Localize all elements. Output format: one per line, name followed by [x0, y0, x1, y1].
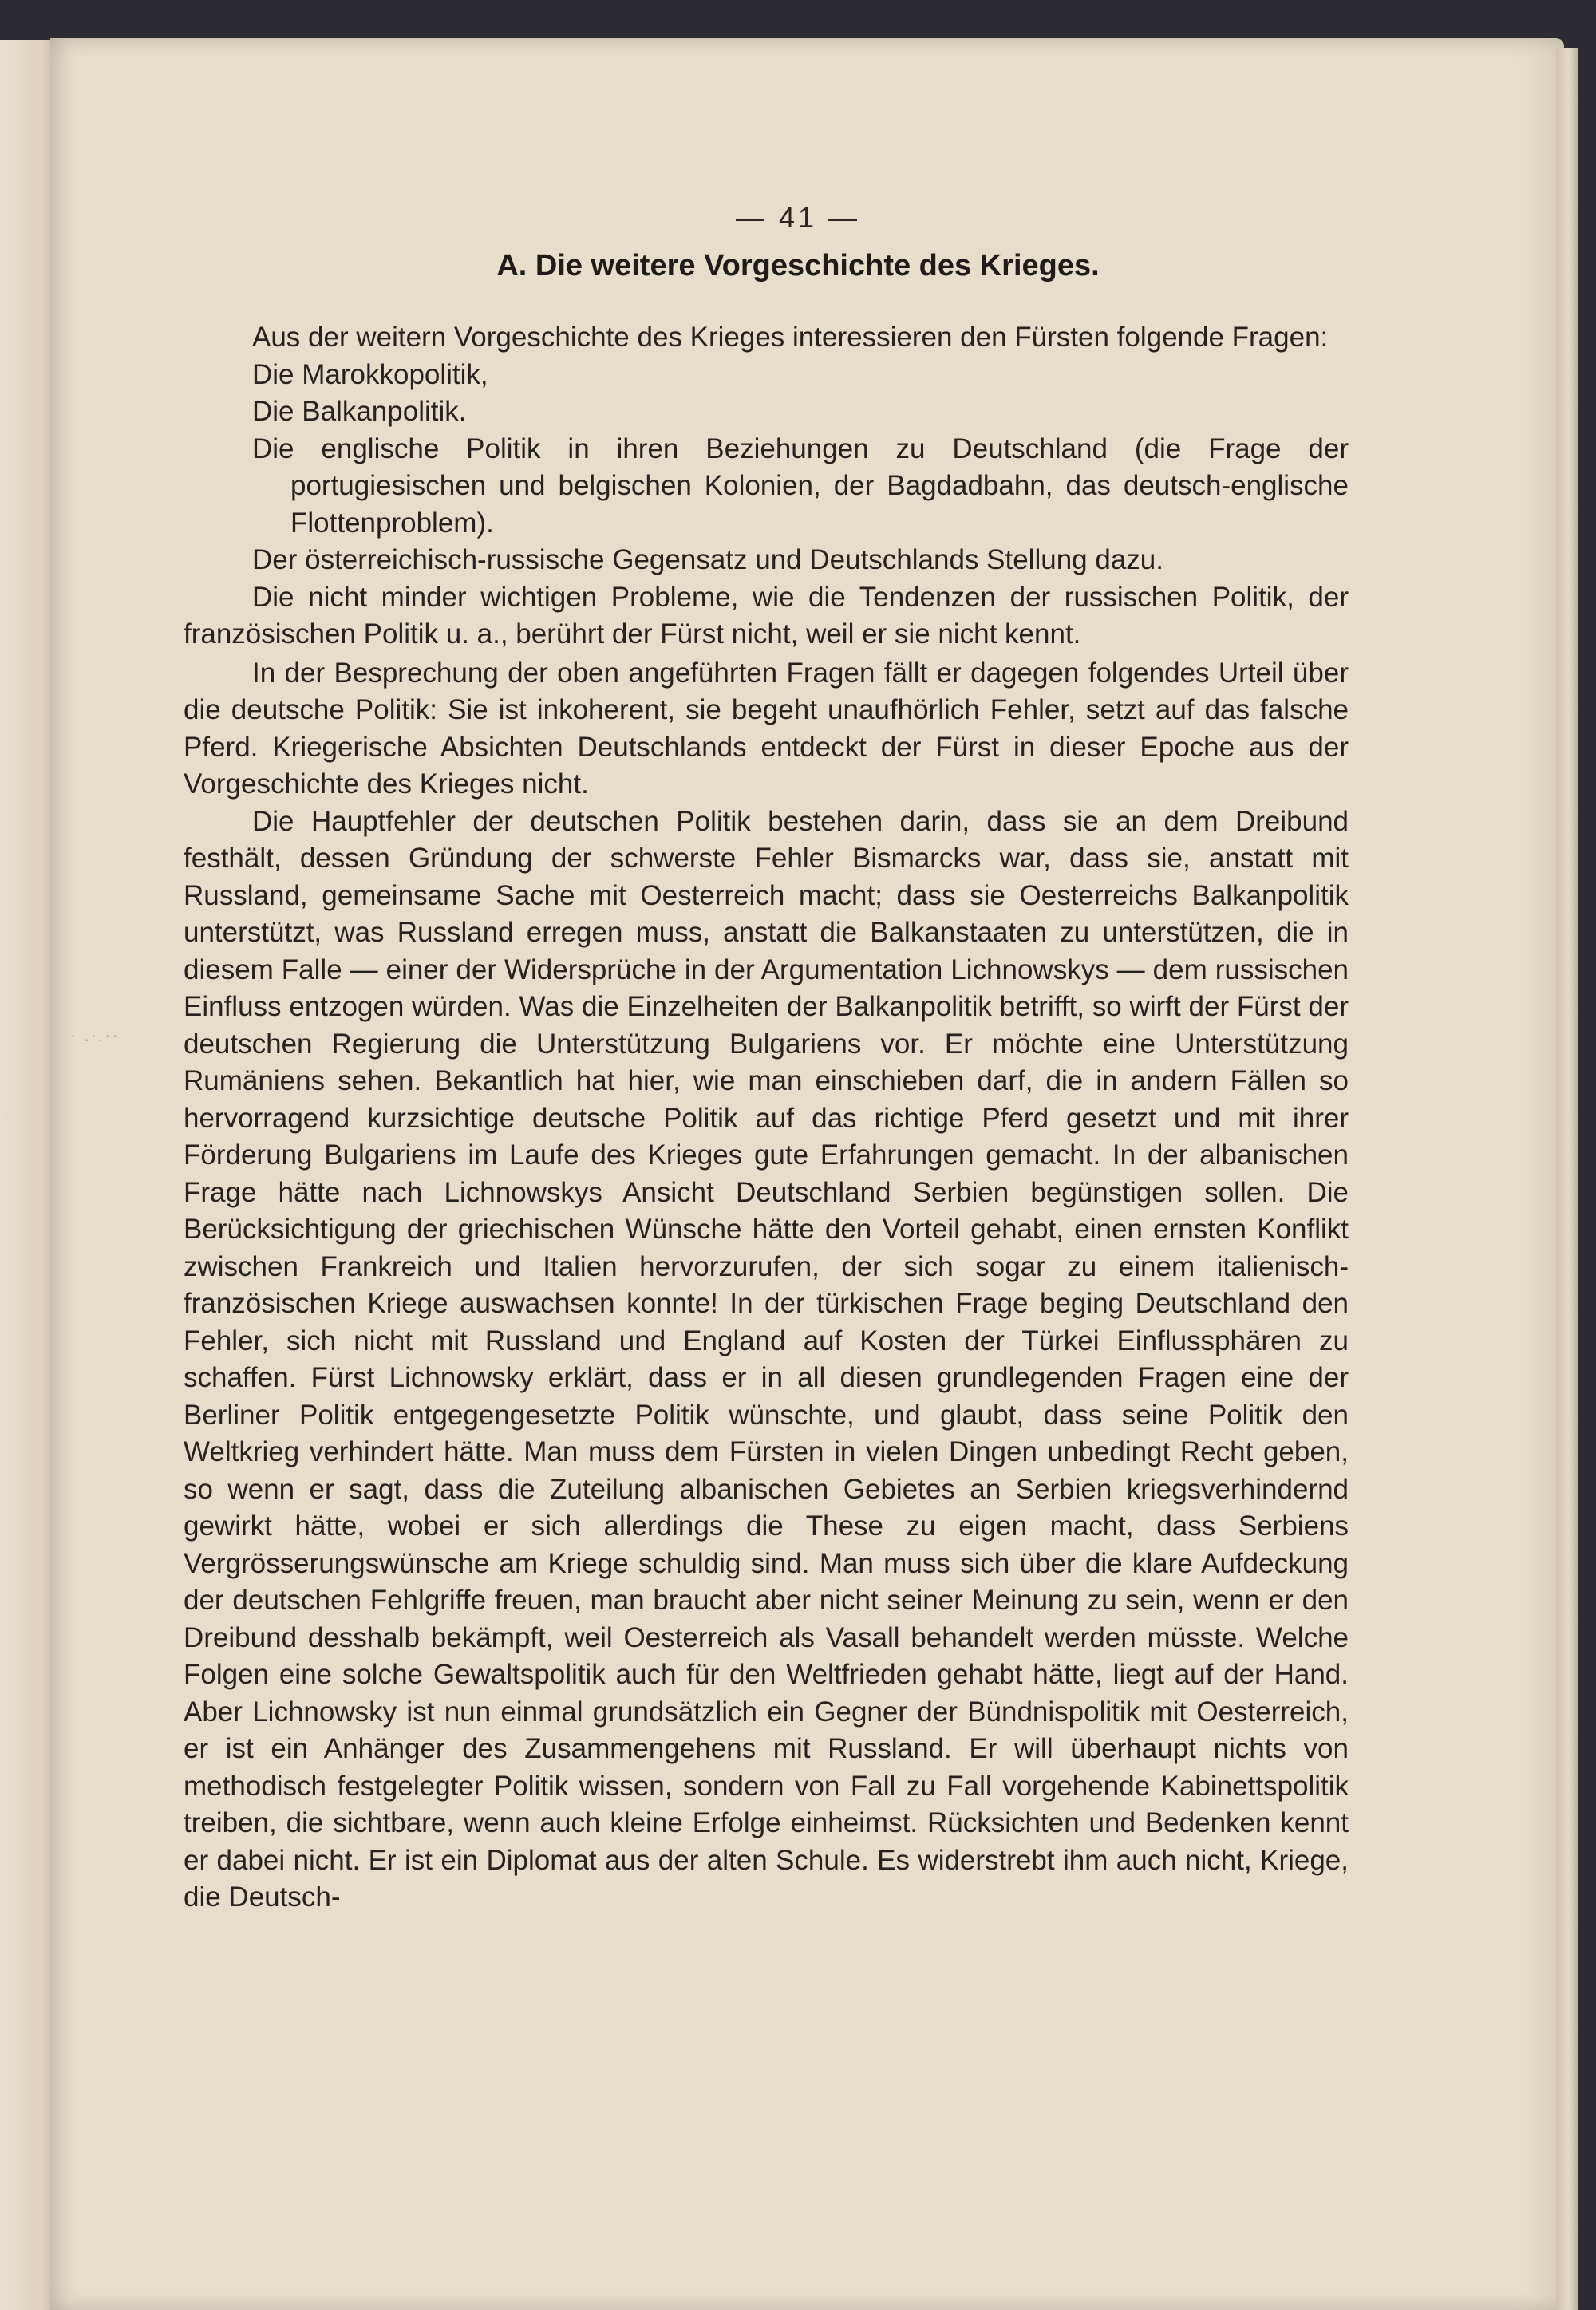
list-item: Die Marokkopolitik, [252, 358, 488, 390]
list-item: Die Balkanpolitik. [252, 396, 467, 427]
paragraph: Die Hauptfehler der deutschen Politik bestehen darin, dass sie an dem Dreibund festhält, dessen Gründung der schwerste Fehler Bismarcks war, dass sie, anstatt mit Russland, gemeinsame Sache mit Oesterreich macht; dass sie Oesterreichs Balkanpolitik unterstützt, was Russland erregen muss, anstatt die Balkanstaaten zu unterstützen, die in diesem Falle — einer der Widersprüche in der Argumentation Lichnowskys — dem russischen Einfluss entzogen würden. Was die Einzelheiten der Balkanpolitik betrifft, so wirft der Fürst der deutschen Regierung die Unterstützung Bulgariens vor. Er möchte eine Unterstützung Rumäniens sehen. Bekantlich hat hier, wie man einschieben darf, die in andern Fällen so hervorragend kurzsichtige deutsche Politik auf das richtige Pferd gesetzt und mit ihrer Förderung Bulgariens im Laufe des Krieges gute Erfahrungen gemacht. In der albanischen Frage hätte nach Lichnowskys Ansicht Deutschland Serbien begünstigen sollen. Die Berücksichtigung der griechischen Wünsche hätte den Vorteil gehabt, einen ernsten Konflikt zwischen Frankreich und Italien hervorzurufen, der sich sogar zu einem italienisch-französischen Kriege auswachsen konnte! In der türkischen Frage beging Deutschland den Fehler, sich nicht mit Russland und England auf Kosten der Türkei Einflussphären zu schaffen. Fürst Lichnowsky erklärt, dass er in all diesen grundlegenden Fragen eine der Berliner Politik entgegengesetzte Politik wünschte, und glaubt, dass seine Politik den Weltkrieg verhindert hätte. Man muss dem Fürsten in vielen Dingen unbedingt Recht geben, so wenn er sagt, dass die Zuteilung albanischen Gebietes an Serbien kriegsverhindernd gewirkt hätte, wobei er sich allerdings die These zu eigen macht, dass Serbiens Vergrösserungswünsche am Kriege schuldig sind. Man muss sich über die klare Aufdeckung der deutschen Fehlgriffe freuen, man braucht aber nicht seiner Meinung zu sein, wenn er den Dreibund desshalb bekämpft, weil Oesterreich als Vasall behandelt werden müsste. Welche Folgen eine solche Gewaltspolitik auch für den Weltfrieden gehabt hätte, liegt auf der Hand. Aber Lichnowsky ist nun einmal grundsätzlich ein Gegner der Bündnispolitik mit Oesterreich, er ist ein Anhänger des Zusammengehens mit Russland. Er will überhaupt nichts von methodisch festgelegter Politik wissen, sondern von Fall zu Fall vorgehende Kabinettspolitik treiben, die sichtbare, wenn auch kleine Erfolge einheimst. Rücksichten und Bedenken kennt er dabei nicht. Er ist ein Diplomat aus der alten Schule. Es widerstrebt ihm auch nicht, Kriege, die Deutsch- [184, 805, 1349, 1913]
section-heading: A. Die weitere Vorgeschichte des Krieges. [496, 249, 1100, 282]
page-right-edge [1556, 48, 1578, 2310]
intro-paragraph: Aus der weitern Vorgeschichte des Krieges interessieren den Fürsten folgende Fragen: [252, 322, 1329, 353]
list-item: Der österreichisch-russische Gegensatz und Deutschlands Stellung dazu. [252, 544, 1163, 575]
question-list [184, 357, 1349, 579]
body-text [184, 319, 1349, 1917]
paragraph: In der Besprechung der oben angeführten Fragen fällt er dagegen folgendes Urteil über die deutsche Politik: Sie ist inkoherent, sie begeht unaufhörlich Fehler, setzt auf das falsche Pferd. Kriegerische Absichten Deutschlands entdeckt der Fürst in dieser Epoche aus der Vorgeschichte des Krieges nicht. [184, 657, 1349, 800]
paragraph: Die nicht minder wichtigen Probleme, wie die Tendenzen der russischen Politik, der französischen Politik u. a., berührt der Fürst nicht, weil er sie nicht kennt. [184, 581, 1349, 650]
page-number: — 41 — [735, 201, 861, 234]
list-item: Die englische Politik in ihren Beziehungen zu Deutschland (die Frage der portugiesischen und belgischen Kolonien, der Bagdadbahn, das deutsch-englische Flottenproblem). [252, 432, 1349, 539]
margin-smudge: · .·.·· [70, 1025, 120, 1045]
